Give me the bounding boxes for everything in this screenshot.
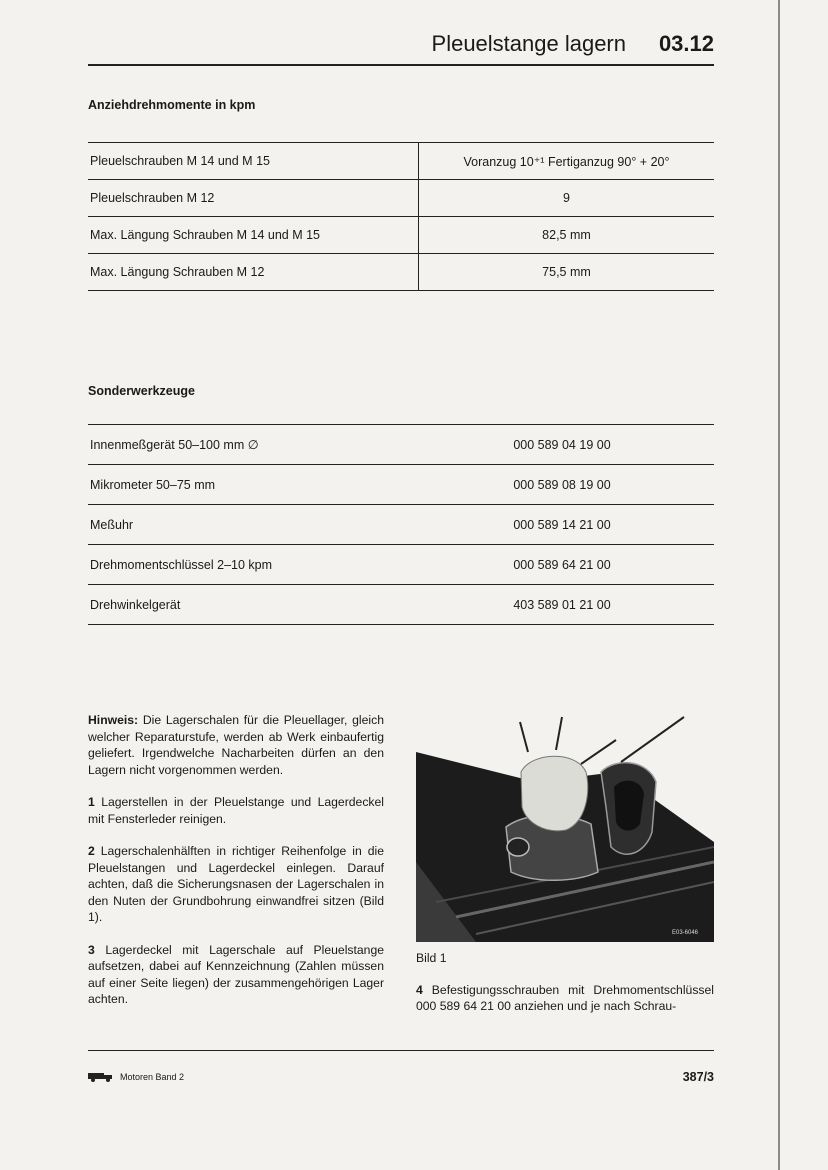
footer-book-title: Motoren Band 2 — [120, 1072, 185, 1082]
footer-book — [88, 1072, 184, 1082]
left-column-text — [88, 712, 384, 1024]
table-cell-label: Pleuelschrauben M 14 und M 15 — [88, 143, 419, 180]
table-cell-label: Pleuelschrauben M 12 — [88, 180, 419, 217]
table-cell-value: 000 589 14 21 00 — [410, 505, 714, 545]
step-text: Befestigungsschrauben mit Drehmomentschlüssel 000 589 64 21 00 anziehen und je nach Schrau- — [416, 982, 714, 1013]
tools-table — [88, 424, 714, 625]
table-cell-label: Mikrometer 50–75 mm — [88, 465, 410, 505]
table-cell-value: 9 — [419, 180, 715, 217]
table-row — [88, 505, 714, 545]
table-cell-label: Drehmomentschlüssel 2–10 kpm — [88, 545, 410, 585]
table-row — [88, 585, 714, 625]
table-cell-value: 82,5 mm — [419, 217, 715, 254]
table-cell-value: 000 589 04 19 00 — [410, 425, 714, 465]
table-cell-value: 000 589 08 19 00 — [410, 465, 714, 505]
step-number: 3 — [88, 942, 95, 957]
step-number: 4 — [416, 982, 423, 997]
table-cell-label: Max. Längung Schrauben M 12 — [88, 254, 419, 291]
torque-heading: Anziehdrehmomente in kpm — [88, 98, 256, 112]
page-number: 387/3 — [682, 1070, 714, 1084]
right-column-text — [416, 950, 714, 1015]
table-cell-value: 403 589 01 21 00 — [410, 585, 714, 625]
table-row — [88, 143, 714, 180]
step-text: Lagerstellen in der Pleuelstange und Lagerdeckel mit Fensterleder reinigen. — [88, 795, 384, 826]
section-number: 03.12 — [658, 31, 714, 56]
table-cell-label: Innenmeßgerät 50–100 mm ∅ — [88, 425, 410, 465]
table-cell-value: Voranzug 10⁺¹ Fertiganzug 90° + 20° — [419, 143, 715, 180]
note-label: Hinweis: — [88, 713, 139, 727]
page-header — [88, 28, 714, 66]
table-row — [88, 465, 714, 505]
table-row — [88, 545, 714, 585]
step-number: 1 — [88, 795, 95, 809]
page-edge-line — [778, 0, 780, 1170]
tools-heading: Sonderwerkzeuge — [88, 384, 195, 398]
table-row — [88, 425, 714, 465]
step-4 — [416, 982, 714, 1015]
table-cell-label: Max. Längung Schrauben M 14 und M 15 — [88, 217, 419, 254]
step-3 — [88, 942, 384, 1008]
table-cell-label: Meßuhr — [88, 505, 410, 545]
step-text: Lagerschalenhälften in richtiger Reihenfolge in die Pleuelstangen und Lagerdeckel einlegen. Darauf achten, daß die Sicherungsnasen der Lagerschalen in den Nuten der Grundbohrung einwandfrei sitzen (Bild 1). — [88, 844, 384, 924]
table-row — [88, 254, 714, 291]
table-row — [88, 180, 714, 217]
figure-code: E03-6046 — [672, 930, 699, 936]
page-title: Pleuelstange lagern — [431, 31, 626, 56]
table-cell-value: 000 589 64 21 00 — [410, 545, 714, 585]
step-number: 2 — [88, 844, 95, 858]
step-2 — [88, 843, 384, 926]
connecting-rod-photo — [416, 712, 714, 942]
table-cell-value: 75,5 mm — [419, 254, 715, 291]
truck-logo-icon — [88, 1072, 114, 1082]
torque-table — [88, 142, 714, 291]
note-paragraph — [88, 712, 384, 778]
footer-rule — [88, 1050, 714, 1051]
step-text: Lagerdeckel mit Lagerschale auf Pleuelstange aufsetzen, dabei auf Kennzeichnung (Zahlen müssen auf einer Seite liegen) der zusammengehörigen Lager achten. — [88, 942, 384, 1006]
table-cell-label: Drehwinkelgerät — [88, 585, 410, 625]
table-row — [88, 217, 714, 254]
step-1 — [88, 794, 384, 827]
note-body: Die Lagerschalen für die Pleuellager, gleich welcher Reparaturstufe, werden ab Werk einbaufertig geliefert. Irgendwelche Nacharbeiten dürfen an den Lagern nicht vorgenommen werden. — [88, 713, 384, 777]
figure-bild-1 — [416, 712, 714, 942]
figure-caption: Bild 1 — [416, 951, 447, 965]
